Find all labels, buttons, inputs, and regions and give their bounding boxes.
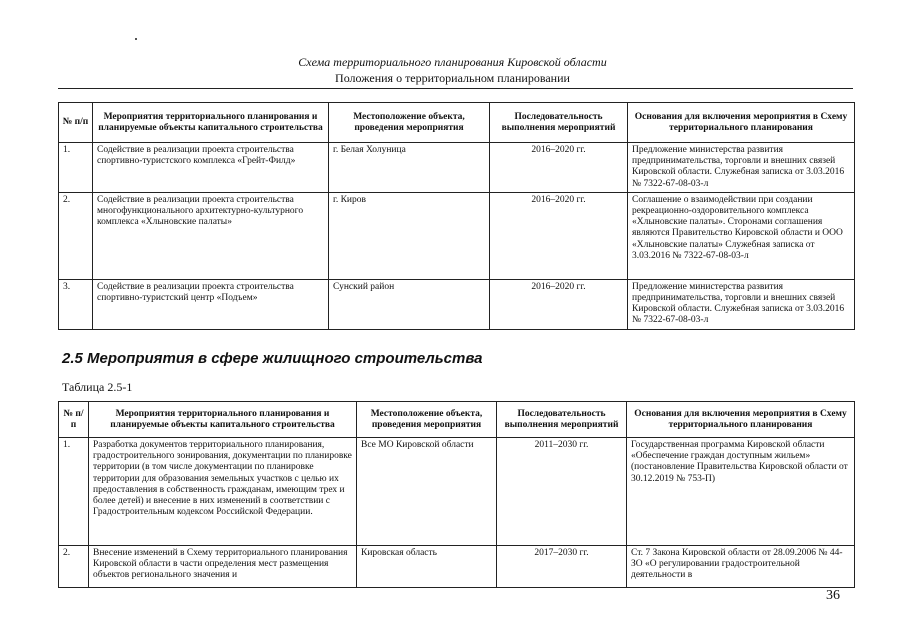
row-period: 2011–2030 гг.	[497, 438, 627, 546]
column-header-event: Мероприятия территориального планирования и планируемые объекты капитального строительства	[93, 103, 329, 143]
column-header-basis: Основания для включения мероприятия в Схему территориального планирования	[627, 402, 855, 438]
column-header-event: Мероприятия территориального планирования и планируемые объекты капитального строительства	[89, 402, 357, 438]
column-header-location: Местоположение объекта, проведения мероприятия	[329, 103, 490, 143]
table-header-row	[59, 402, 855, 438]
header-divider	[58, 88, 853, 89]
column-header-period: Последовательность выполнения мероприятий	[497, 402, 627, 438]
row-location: г. Киров	[329, 192, 490, 279]
row-basis: Предложение министерства развития предпринимательства, торговли и внешних связей Кировской области. Служебная записка от 3.03.2016 № 7322-67-08-03-л	[628, 279, 855, 329]
row-number: 2.	[59, 192, 93, 279]
table-row	[59, 438, 855, 546]
row-event: Разработка документов территориального планирования, градостроительного зонирования, документации по планировке территории (в том числе документации по планировке территории для образования земельных участков с целью их предоставления в собственность гражданам, имеющим трех и более детей) и внесение в них изменений в соответствии с Градостроительным кодексом Российской Федерации.	[89, 438, 357, 546]
table-caption: Таблица 2.5-1	[62, 380, 133, 394]
row-number: 1.	[59, 143, 93, 193]
row-period: 2016–2020 гг.	[490, 143, 628, 193]
table-header-row	[59, 103, 855, 143]
row-number: 2.	[59, 546, 89, 588]
row-location: г. Белая Холуница	[329, 143, 490, 193]
row-location: Кировская область	[357, 546, 497, 588]
row-event: Содействие в реализации проекта строительства многофункционального архитектурно-культурного комплекса «Хлыновские палаты»	[93, 192, 329, 279]
row-basis: Соглашение о взаимодействии при создании рекреационно-оздоровительного комплекса «Хлыновские палаты». Сторонами соглашения являются Правительство Кировской области и ООО «Хлыновские палаты» Служебная записка от 3.03.2016 № 7322-67-08-03-л	[628, 192, 855, 279]
row-basis: Государственная программа Кировской области «Обеспечение граждан доступным жильем» (постановление Правительства Кировской области от 30.12.2019 № 753-П)	[627, 438, 855, 546]
column-header-basis: Основания для включения мероприятия в Схему территориального планирования	[628, 103, 855, 143]
table-row	[59, 143, 855, 193]
table-row	[59, 546, 855, 588]
section-title: 2.5 Мероприятия в сфере жилищного строительства	[62, 350, 483, 367]
document-subtitle: Положения о территориальном планировании	[335, 71, 570, 85]
events-table-1	[58, 102, 855, 330]
row-basis: Предложение министерства развития предпринимательства, торговли и внешних связей Кировской области. Служебная записка от 3.03.2016 № 7322-67-08-03-л	[628, 143, 855, 193]
row-location: Сунский район	[329, 279, 490, 329]
row-period: 2017–2030 гг.	[497, 546, 627, 588]
page-number: 36	[826, 588, 840, 603]
row-number: 3.	[59, 279, 93, 329]
row-event: Внесение изменений в Схему территориального планирования Кировской области в части определения мест размещения объектов регионального значения и	[89, 546, 357, 588]
row-event: Содействие в реализации проекта строительства спортивно-туристский центр «Подъем»	[93, 279, 329, 329]
document-title: Схема территориального планирования Кировской области	[298, 55, 607, 69]
row-period: 2016–2020 гг.	[490, 279, 628, 329]
table-row	[59, 279, 855, 329]
column-header-number: № п/п	[59, 402, 89, 438]
column-header-number: № п/п	[59, 103, 93, 143]
row-basis: Ст. 7 Закона Кировской области от 28.09.2006 № 44-ЗО «О регулировании градостроительной деятельности в	[627, 546, 855, 588]
table-row	[59, 192, 855, 279]
scan-speck	[135, 38, 137, 40]
column-header-period: Последовательность выполнения мероприятий	[490, 103, 628, 143]
row-location: Все МО Кировской области	[357, 438, 497, 546]
column-header-location: Местоположение объекта, проведения мероприятия	[357, 402, 497, 438]
housing-events-table	[58, 401, 855, 588]
row-number: 1.	[59, 438, 89, 546]
row-event: Содействие в реализации проекта строительства спортивно-туристского комплекса «Грейт-Филд»	[93, 143, 329, 193]
row-period: 2016–2020 гг.	[490, 192, 628, 279]
